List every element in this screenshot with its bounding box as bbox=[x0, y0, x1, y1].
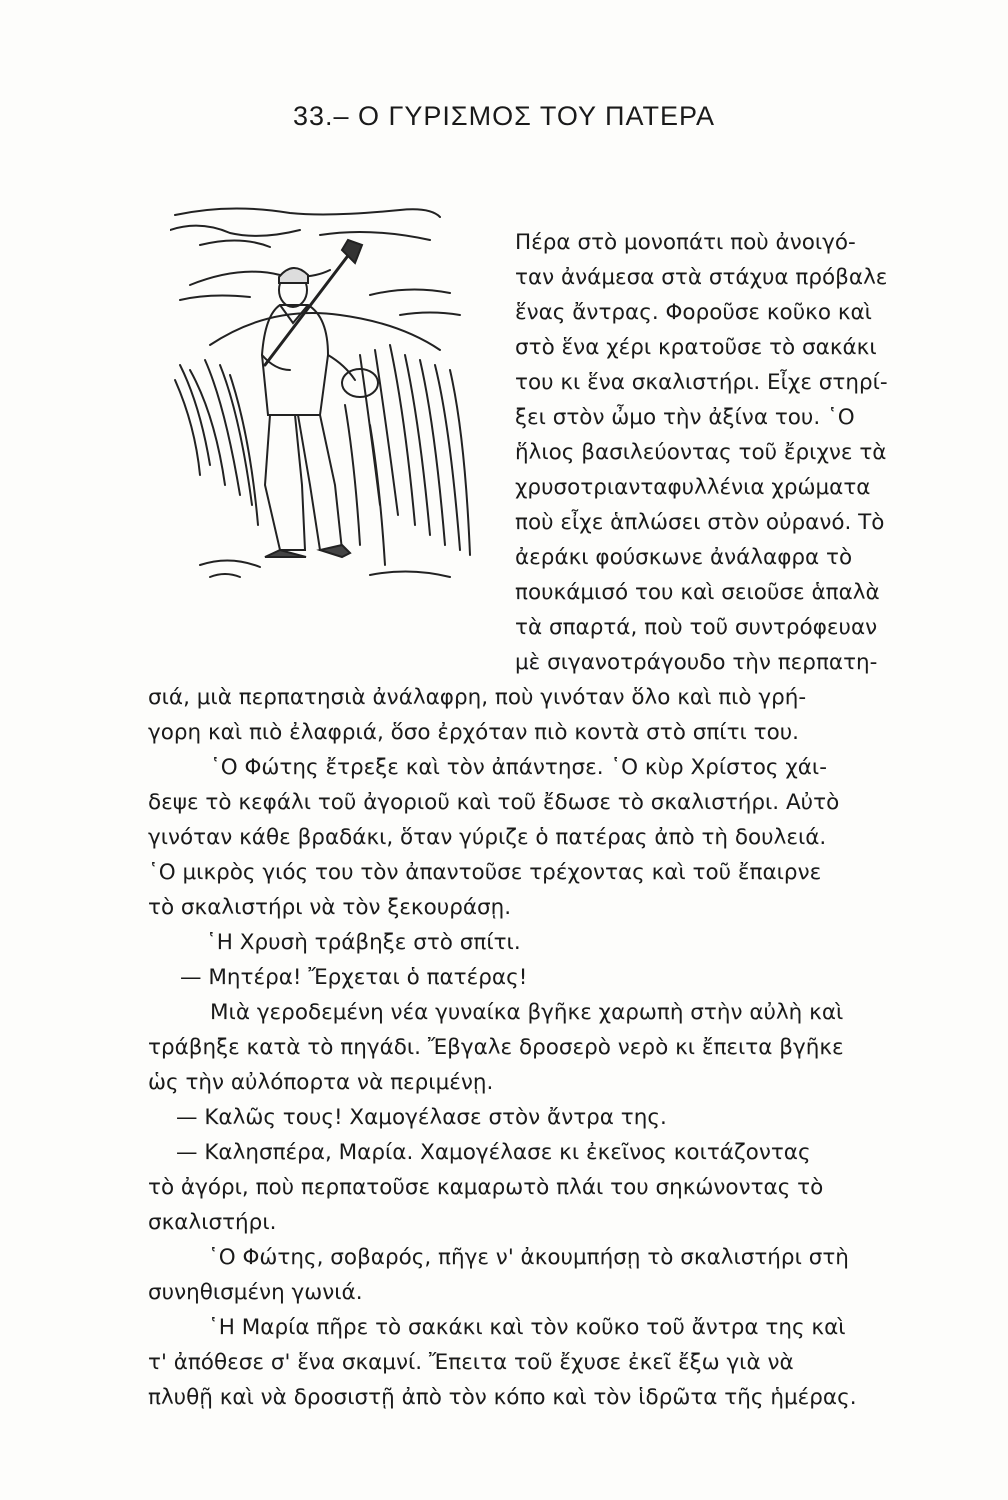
text-line: ἕνας ἄντρας. Φοροῦσε κοῦκο καὶ bbox=[515, 300, 872, 325]
text-line: στὸ ἕνα χέρι κρατοῦσε τὸ σακάκι bbox=[515, 335, 877, 360]
page-title: 33.– Ο ΓΥΡΙΣΜΟΣ ΤΟΥ ΠΑΤΕΡΑ bbox=[292, 101, 715, 131]
text-line: τὸ σκαλιστήρι νὰ τὸν ξεκουράσῃ. bbox=[148, 895, 512, 920]
text-line: ποὺ εἶχε ἁπλώσει στὸν οὐρανό. Τὸ bbox=[515, 510, 885, 535]
text-line: γινόταν κάθε βραδάκι, ὅταν γύριζε ὁ πατέρας ἀπὸ τὴ δουλειά. bbox=[148, 825, 827, 850]
text-line: ὡς τὴν αὐλόπορτα νὰ περιμένῃ. bbox=[148, 1070, 494, 1095]
text-line: — Καλῶς τους! Χαμογέλασε στὸν ἄντρα της. bbox=[176, 1105, 667, 1130]
text-line: ῾Ο Φώτης ἔτρεξε καὶ τὸν ἀπάντησε. ῾Ο κὺρ Χρίστος χάι- bbox=[210, 755, 827, 780]
text-line: σιά, μιὰ περπατησιὰ ἀνάλαφρη, ποὺ γινόταν ὅλο καὶ πιὸ γρή- bbox=[148, 685, 807, 710]
text-line: πλυθῇ καὶ νὰ δροσιστῇ ἀπὸ τὸν κόπο καὶ τὸν ἱδρῶτα τῆς ἡμέρας. bbox=[148, 1385, 857, 1410]
text-line: — Μητέρα! Ἔρχεται ὁ πατέρας! bbox=[180, 965, 528, 990]
text-line: χρυσοτριανταφυλλένια χρώματα bbox=[515, 475, 871, 500]
text-line: Μιὰ γεροδεμένη νέα γυναίκα βγῆκε χαρωπὴ στὴν αὐλὴ καὶ bbox=[210, 1000, 844, 1025]
text-line: δεψε τὸ κεφάλι τοῦ ἀγοριοῦ καὶ τοῦ ἔδωσε τὸ σκαλιστήρι. Αὐτὸ bbox=[148, 790, 840, 815]
text-line: μὲ σιγανοτράγουδο τὴν περπατη- bbox=[515, 650, 878, 675]
text-line: τὸ ἀγόρι, ποὺ περπατοῦσε καμαρωτὸ πλάι του σηκώνοντας τὸ bbox=[148, 1175, 824, 1200]
text-line: συνηθισμένη γωνιά. bbox=[148, 1280, 363, 1305]
text-line: τ' ἀπόθεσε σ' ἕνα σκαμνί. Ἔπειτα τοῦ ἔχυσε ἐκεῖ ἔξω γιὰ νὰ bbox=[148, 1350, 794, 1375]
text-line: ἀεράκι φούσκωνε ἀνάλαφρα τὸ bbox=[515, 545, 853, 570]
text-line: ῾Η Χρυσὴ τράβηξε στὸ σπίτι. bbox=[206, 930, 521, 955]
farmer-with-hoe-in-wheat-field-illustration bbox=[170, 205, 480, 590]
text-line: ῾Η Μαρία πῆρε τὸ σακάκι καὶ τὸν κοῦκο τοῦ ἄντρα της καὶ bbox=[208, 1315, 846, 1340]
text-line: — Καλησπέρα, Μαρία. Χαμογέλασε κι ἐκεῖνος κοιτάζοντας bbox=[176, 1140, 811, 1165]
text-line: ῾Ο μικρὸς γιός του τὸν ἀπαντοῦσε τρέχοντας καὶ τοῦ ἔπαιρνε bbox=[148, 860, 822, 885]
text-line: τὰ σπαρτά, ποὺ τοῦ συντρόφευαν bbox=[515, 615, 878, 640]
text-line: Πέρα στὸ μονοπάτι ποὺ ἀνοιγό- bbox=[515, 230, 856, 255]
text-line: ταν ἀνάμεσα στὰ στάχυα πρόβαλε bbox=[515, 265, 888, 290]
text-line: τράβηξε κατὰ τὸ πηγάδι. Ἔβγαλε δροσερὸ νερὸ κι ἔπειτα βγῆκε bbox=[148, 1035, 844, 1060]
text-line: ῾Ο Φώτης, σοβαρός, πῆγε ν' ἀκουμπήσῃ τὸ σκαλιστήρι στὴ bbox=[208, 1245, 849, 1270]
text-line: ξει στὸν ὦμο τὴν ἀξίνα του. ῾Ο bbox=[515, 405, 855, 430]
text-line: πουκάμισό του καὶ σειοῦσε ἁπαλὰ bbox=[515, 580, 880, 605]
text-line: ἥλιος βασιλεύοντας τοῦ ἔριχνε τὰ bbox=[515, 440, 887, 465]
text-line: γορη καὶ πιὸ ἐλαφριά, ὅσο ἐρχόταν πιὸ κοντὰ στὸ σπίτι του. bbox=[148, 720, 800, 745]
text-line: του κι ἕνα σκαλιστήρι. Εἶχε στηρί- bbox=[515, 370, 888, 395]
text-line: σκαλιστήρι. bbox=[148, 1210, 277, 1235]
